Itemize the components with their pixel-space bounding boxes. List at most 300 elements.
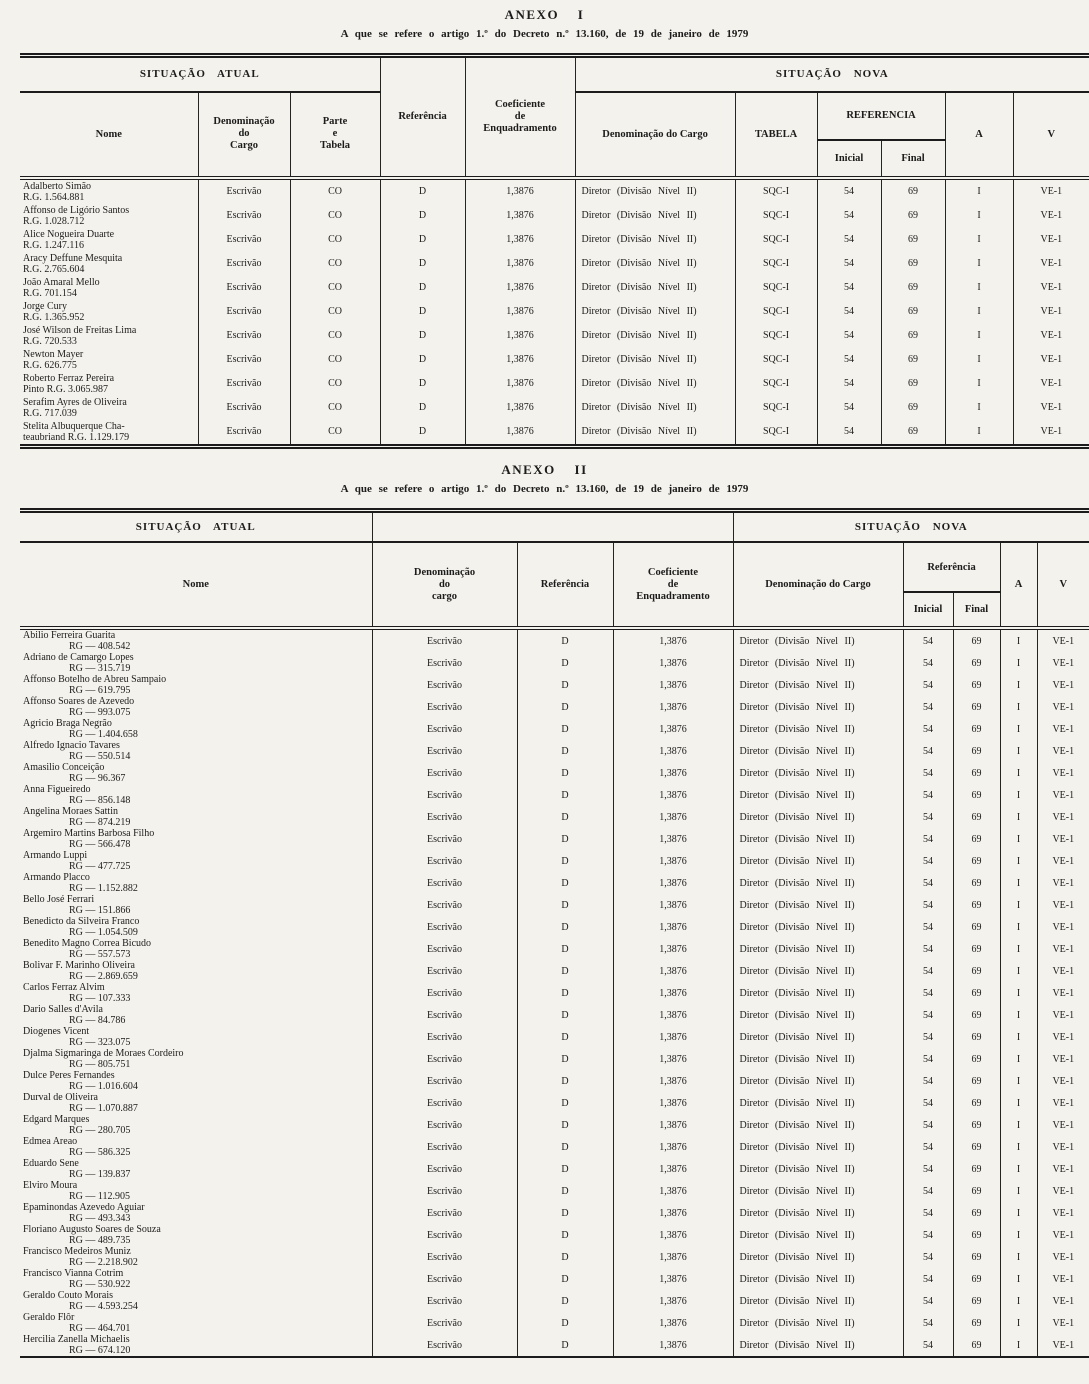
tabela-cell: SQC-I [735,324,817,348]
final-cell: 69 [881,348,945,372]
rg-number: RG — 112.905 [69,1191,131,1202]
referencia-cell: D [380,324,465,348]
coeficiente-cell: 1,3876 [465,420,575,447]
a-cell: I [1000,1070,1037,1092]
a-cell: I [1000,1202,1037,1224]
parte-cell: CO [290,300,380,324]
v-cell: VE-1 [1037,1004,1089,1026]
v-cell: VE-1 [1037,960,1089,982]
a-cell: I [1000,872,1037,894]
table-row [20,938,1089,960]
parte-line: e [332,128,338,139]
cargo-novo-cell: Diretor (Divisão Nível II) [733,1026,903,1048]
table-row [20,982,1089,1004]
nome-cell [20,396,198,420]
table-row [20,396,1089,420]
inicial-cell: 54 [903,938,953,960]
final-cell: 69 [881,228,945,252]
v-cell: VE-1 [1037,762,1089,784]
coeficiente-cell: 1,3876 [613,784,733,806]
person-name: Francisco Medeiros Muniz [23,1246,131,1257]
cargo-novo-cell: Diretor (Divisão Nível II) [733,1158,903,1180]
a-header: A [945,92,1013,178]
coeficiente-cell: 1,3876 [613,740,733,762]
nome-cell [20,228,198,252]
cargo-novo-cell: Diretor (Divisão Nível II) [733,1202,903,1224]
final-cell: 69 [953,674,1000,696]
rg-number: RG — 1.152.882 [69,883,138,894]
coeficiente-header [613,542,733,628]
cargo-novo-cell: Diretor (Divisão Nível II) [733,784,903,806]
person-name: Affonso Botelho de Abreu Sampaio [23,674,167,685]
table-row [20,674,1089,696]
coeficiente-cell: 1,3876 [613,1334,733,1357]
final-cell: 69 [953,1246,1000,1268]
final-cell: 69 [881,396,945,420]
cargo-cell: Escrivão [198,204,290,228]
person-name: Floriano Augusto Soares de Souza [23,1224,161,1235]
coeficiente-header-lines [614,567,733,603]
tabela-cell: SQC-I [735,420,817,447]
final-cell: 69 [953,894,1000,916]
rg-number: RG — 2.218.902 [69,1257,138,1268]
person-name-line: Roberto Ferraz Pereira [23,372,115,384]
coeficiente-cell: 1,3876 [613,1224,733,1246]
person-name-line: Stelita Albuquerque Cha- [23,420,125,432]
cargo-novo-cell: Diretor (Divisão Nível II) [733,872,903,894]
v-cell: VE-1 [1037,916,1089,938]
a-cell: I [1000,1114,1037,1136]
situacao-nova-header: SITUAÇÃO NOVA [733,510,1089,542]
cargo-cell: Escrivão [372,806,517,828]
v-cell: VE-1 [1013,348,1089,372]
nome-header: Nome [20,542,372,628]
v-header: V [1037,542,1089,628]
coeficiente-cell: 1,3876 [613,894,733,916]
nome-cell [20,1334,372,1357]
final-cell: 69 [953,1290,1000,1312]
person-name-line: José Wilson de Freitas Lima [23,324,137,336]
person-name: Dario Salles d'Avila [23,1004,103,1015]
inicial-cell: 54 [903,806,953,828]
cargo-cell: Escrivão [198,324,290,348]
coeficiente-cell: 1,3876 [465,324,575,348]
inicial-cell: 54 [903,1202,953,1224]
cargo-cell: Escrivão [372,982,517,1004]
v-cell: VE-1 [1013,204,1089,228]
nome-cell [20,628,372,652]
nome-cell [20,1202,372,1224]
inicial-cell: 54 [903,628,953,652]
person-name-line: Newton Mayer [23,348,84,360]
cargo-cell: Escrivão [372,1004,517,1026]
inicial-cell: 54 [817,324,881,348]
referencia-cell: D [380,252,465,276]
parte-cell: CO [290,178,380,204]
cargo-novo-cell: Diretor (Divisão Nível II) [733,1334,903,1357]
cargo-novo-cell: Diretor (Divisão Nível II) [733,740,903,762]
person-name: Armando Placco [23,872,90,883]
person-name: Edgard Marques [23,1114,90,1125]
a-cell: I [1000,718,1037,740]
referencia-cell: D [380,300,465,324]
inicial-cell: 54 [817,228,881,252]
cargo-novo-cell: Diretor (Divisão Nível II) [575,178,735,204]
table-row [20,372,1089,396]
table-row [20,1026,1089,1048]
tabela-cell: SQC-I [735,372,817,396]
coeficiente-cell: 1,3876 [613,1070,733,1092]
nome-cell [20,1180,372,1202]
nome-cell [20,916,372,938]
table-row [20,740,1089,762]
anexo2-body [20,628,1089,1357]
cargo-novo-cell: Diretor (Divisão Nível II) [733,718,903,740]
inicial-cell: 54 [817,300,881,324]
rg-number: RG — 619.795 [69,685,131,696]
cargo-novo-cell: Diretor (Divisão Nível II) [733,1136,903,1158]
coeficiente-line: de [514,110,526,122]
rg-number: RG — 489.735 [69,1235,131,1246]
cargo-cell: Escrivão [198,372,290,396]
cargo-cell: Escrivão [198,228,290,252]
inicial-cell: 54 [903,1312,953,1334]
coeficiente-cell: 1,3876 [613,806,733,828]
coeficiente-cell: 1,3876 [613,1290,733,1312]
a-cell: I [1000,850,1037,872]
cargo-cell: Escrivão [372,784,517,806]
final-cell: 69 [953,1202,1000,1224]
rg-number: RG — 493.343 [69,1213,131,1224]
inicial-cell: 54 [903,1114,953,1136]
rg-number: RG — 477.725 [69,861,131,872]
referencia-atual-header: Referência [380,56,465,178]
table-row [20,1246,1089,1268]
person-name-line: R.G. 1.564.881 [23,191,85,203]
inicial-cell: 54 [817,396,881,420]
referencia-cell: D [517,806,613,828]
cargo-novo-cell: Diretor (Divisão Nível II) [733,806,903,828]
rg-number: RG — 96.367 [69,773,126,784]
cargo-cell: Escrivão [372,938,517,960]
referencia-cell: D [517,674,613,696]
coeficiente-cell: 1,3876 [465,396,575,420]
nome-cell [20,674,372,696]
referencia-cell: D [517,1004,613,1026]
table-row [20,1048,1089,1070]
final-cell: 69 [953,1136,1000,1158]
rg-number: RG — 557.573 [69,949,131,960]
v-cell: VE-1 [1037,652,1089,674]
final-cell: 69 [953,850,1000,872]
v-cell: VE-1 [1037,1334,1089,1357]
referencia-cell: D [517,1202,613,1224]
final-cell: 69 [953,1092,1000,1114]
v-cell: VE-1 [1013,276,1089,300]
person-name: Eduardo Sene [23,1158,79,1169]
v-cell: VE-1 [1037,1136,1089,1158]
a-cell: I [1000,1224,1037,1246]
v-cell: VE-1 [1037,1312,1089,1334]
v-cell: VE-1 [1037,696,1089,718]
person-name: Francisco Vianna Cotrim [23,1268,124,1279]
final-cell: 69 [953,1268,1000,1290]
coeficiente-cell: 1,3876 [465,228,575,252]
cargo-cell: Escrivão [372,828,517,850]
table-row [20,276,1089,300]
coeficiente-cell: 1,3876 [613,696,733,718]
inicial-cell: 54 [817,372,881,396]
nome-cell [20,960,372,982]
denominacao-cargo-nova-header: Denominação do Cargo [575,92,735,178]
referencia-cell: D [517,1114,613,1136]
final-cell: 69 [881,420,945,447]
inicial-cell: 54 [903,960,953,982]
person-name: Anna Figueiredo [23,784,91,795]
referencia-cell: D [517,960,613,982]
nome-cell [20,982,372,1004]
referencia-cell: D [517,1092,613,1114]
denominacao-line: Cargo [230,140,258,151]
a-cell: I [1000,1334,1037,1357]
cargo-cell: Escrivão [198,348,290,372]
nome-header: Nome [20,92,198,178]
v-cell: VE-1 [1037,806,1089,828]
anexo1-table [20,53,1089,449]
anexo2-table [20,508,1089,1359]
cargo-novo-cell: Diretor (Divisão Nível II) [733,628,903,652]
person-name: Adriano de Camargo Lopes [23,652,134,663]
coeficiente-cell: 1,3876 [465,348,575,372]
table-row [20,894,1089,916]
v-cell: VE-1 [1037,1224,1089,1246]
coeficiente-cell: 1,3876 [613,628,733,652]
v-cell: VE-1 [1037,938,1089,960]
nome-cell [20,252,198,276]
referencia-cell: D [517,872,613,894]
inicial-cell: 54 [903,1026,953,1048]
rg-number: RG — 805.751 [69,1059,131,1070]
inicial-cell: 54 [817,178,881,204]
person-name: Geraldo Flôr [23,1312,75,1323]
nome-cell [20,894,372,916]
v-cell: VE-1 [1037,784,1089,806]
final-header: Final [953,592,1000,628]
denominacao-line: cargo [431,590,458,602]
table-row [20,1070,1089,1092]
nome-cell [20,1026,372,1048]
referencia-cell: D [517,938,613,960]
parte-cell: CO [290,276,380,300]
rg-number: RG — 586.325 [69,1147,131,1158]
a-cell: I [1000,1136,1037,1158]
referencia-nova-group-header: Referência [903,542,1000,592]
table-row [20,784,1089,806]
coeficiente-cell: 1,3876 [613,718,733,740]
nome-cell [20,1070,372,1092]
cargo-cell: Escrivão [372,1136,517,1158]
table-row [20,1312,1089,1334]
table-row [20,872,1089,894]
nome-cell [20,850,372,872]
cargo-novo-cell: Diretor (Divisão Nível II) [733,762,903,784]
tabela-cell: SQC-I [735,396,817,420]
inicial-cell: 54 [903,1290,953,1312]
final-cell: 69 [881,252,945,276]
person-name-line: Aracy Deffune Mesquita [23,252,123,264]
inicial-cell: 54 [903,1224,953,1246]
table-row [20,1136,1089,1158]
final-cell: 69 [881,178,945,204]
a-cell: I [945,348,1013,372]
nome-cell [20,276,198,300]
final-cell: 69 [881,204,945,228]
final-cell: 69 [953,960,1000,982]
a-cell: I [1000,1180,1037,1202]
a-cell: I [1000,960,1037,982]
tabela-header: TABELA [735,92,817,178]
person-name-line: R.G. 2.765.604 [23,263,85,275]
parte-cell: CO [290,252,380,276]
final-cell: 69 [953,1004,1000,1026]
a-cell: I [1000,1026,1037,1048]
denominacao-cargo-atual-header [372,542,517,628]
v-cell: VE-1 [1037,1070,1089,1092]
tabela-cell: SQC-I [735,300,817,324]
a-cell: I [1000,1290,1037,1312]
parte-cell: CO [290,372,380,396]
cargo-cell: Escrivão [198,300,290,324]
parte-line: Tabela [320,140,350,151]
referencia-cell: D [517,1268,613,1290]
inicial-cell: 54 [903,828,953,850]
nome-cell [20,372,198,396]
a-cell: I [945,276,1013,300]
v-header: V [1013,92,1089,178]
a-cell: I [1000,762,1037,784]
anexo2-title: ANEXO II [501,461,588,477]
a-cell: I [1000,1312,1037,1334]
cargo-cell: Escrivão [198,178,290,204]
cargo-cell: Escrivão [372,1202,517,1224]
referencia-cell: D [517,1246,613,1268]
rg-number: RG — 84.786 [69,1015,126,1026]
table-row [20,696,1089,718]
denominacao-cargo-nova-header: Denominação do Cargo [733,542,903,628]
coeficiente-cell: 1,3876 [613,872,733,894]
final-cell: 69 [953,652,1000,674]
cargo-cell: Escrivão [198,276,290,300]
cargo-novo-cell: Diretor (Divisão Nível II) [733,894,903,916]
anexo1-title: ANEXO I [504,7,585,22]
a-cell: I [945,396,1013,420]
v-cell: VE-1 [1013,252,1089,276]
cargo-novo-cell: Diretor (Divisão Nível II) [733,1180,903,1202]
cargo-novo-cell: Diretor (Divisão Nível II) [733,850,903,872]
coeficiente-cell: 1,3876 [465,276,575,300]
cargo-novo-cell: Diretor (Divisão Nível II) [575,420,735,447]
final-cell: 69 [953,628,1000,652]
final-cell: 69 [953,1114,1000,1136]
person-name-line: Jorge Cury [23,300,67,312]
v-cell: VE-1 [1013,372,1089,396]
cargo-cell: Escrivão [198,252,290,276]
a-cell: I [1000,894,1037,916]
nome-cell [20,1224,372,1246]
a-cell: I [1000,1246,1037,1268]
inicial-header: Inicial [903,592,953,628]
cargo-cell: Escrivão [372,674,517,696]
v-cell: VE-1 [1037,1202,1089,1224]
cargo-novo-cell: Diretor (Divisão Nível II) [733,1290,903,1312]
v-cell: VE-1 [1037,828,1089,850]
cargo-cell: Escrivão [372,916,517,938]
cargo-cell: Escrivão [372,872,517,894]
person-name: Bolivar F. Marinho Oliveira [23,960,135,971]
situacao-nova-header: SITUAÇÃO NOVA [575,56,1089,92]
referencia-cell: D [517,740,613,762]
parte-cell: CO [290,228,380,252]
table-row [20,252,1089,276]
nome-cell [20,762,372,784]
person-name: Diogenes Vicent [23,1026,90,1037]
referencia-cell: D [517,1290,613,1312]
person-name-line: teaubriand R.G. 1.129.179 [23,431,130,443]
coeficiente-cell: 1,3876 [613,1158,733,1180]
cargo-novo-cell: Diretor (Divisão Nível II) [575,276,735,300]
empty-group-cell [372,510,733,542]
person-name-line: R.G. 626.775 [23,359,77,371]
coeficiente-cell: 1,3876 [613,1180,733,1202]
final-cell: 69 [953,1026,1000,1048]
person-name-line: Serafim Ayres de Oliveira [23,396,127,408]
cargo-novo-cell: Diretor (Divisão Nível II) [575,396,735,420]
inicial-cell: 54 [903,916,953,938]
nome-cell [20,784,372,806]
referencia-cell: D [517,850,613,872]
anexo1-subtitle: A que se refere o artigo 1.º do Decreto n.º 13.160, de 19 de janeiro de 1979 [340,28,749,40]
cargo-novo-cell: Diretor (Divisão Nível II) [733,982,903,1004]
cargo-cell: Escrivão [198,396,290,420]
inicial-cell: 54 [817,420,881,447]
coeficiente-cell: 1,3876 [613,1026,733,1048]
referencia-cell: D [517,1070,613,1092]
v-cell: VE-1 [1037,1026,1089,1048]
denominacao-line: Denominação [213,116,275,127]
nome-cell [20,1268,372,1290]
parte-cell: CO [290,396,380,420]
person-name-line: R.G. 701.154 [23,287,77,299]
person-name: Amasilio Conceição [23,762,105,773]
cargo-cell: Escrivão [372,762,517,784]
final-cell: 69 [953,1334,1000,1357]
inicial-cell: 54 [903,784,953,806]
referencia-cell: D [380,348,465,372]
cargo-novo-cell: Diretor (Divisão Nível II) [733,1048,903,1070]
table-row [20,718,1089,740]
table-row [20,1180,1089,1202]
inicial-cell: 54 [903,1180,953,1202]
rg-number: RG — 4.593.254 [69,1301,138,1312]
column-header-row [20,542,1089,592]
coeficiente-cell: 1,3876 [613,916,733,938]
coeficiente-cell: 1,3876 [613,1092,733,1114]
cargo-cell: Escrivão [372,696,517,718]
person-name-line: R.G. 717.039 [23,407,77,419]
referencia-cell: D [517,982,613,1004]
a-cell: I [945,178,1013,204]
table-row [20,1114,1089,1136]
